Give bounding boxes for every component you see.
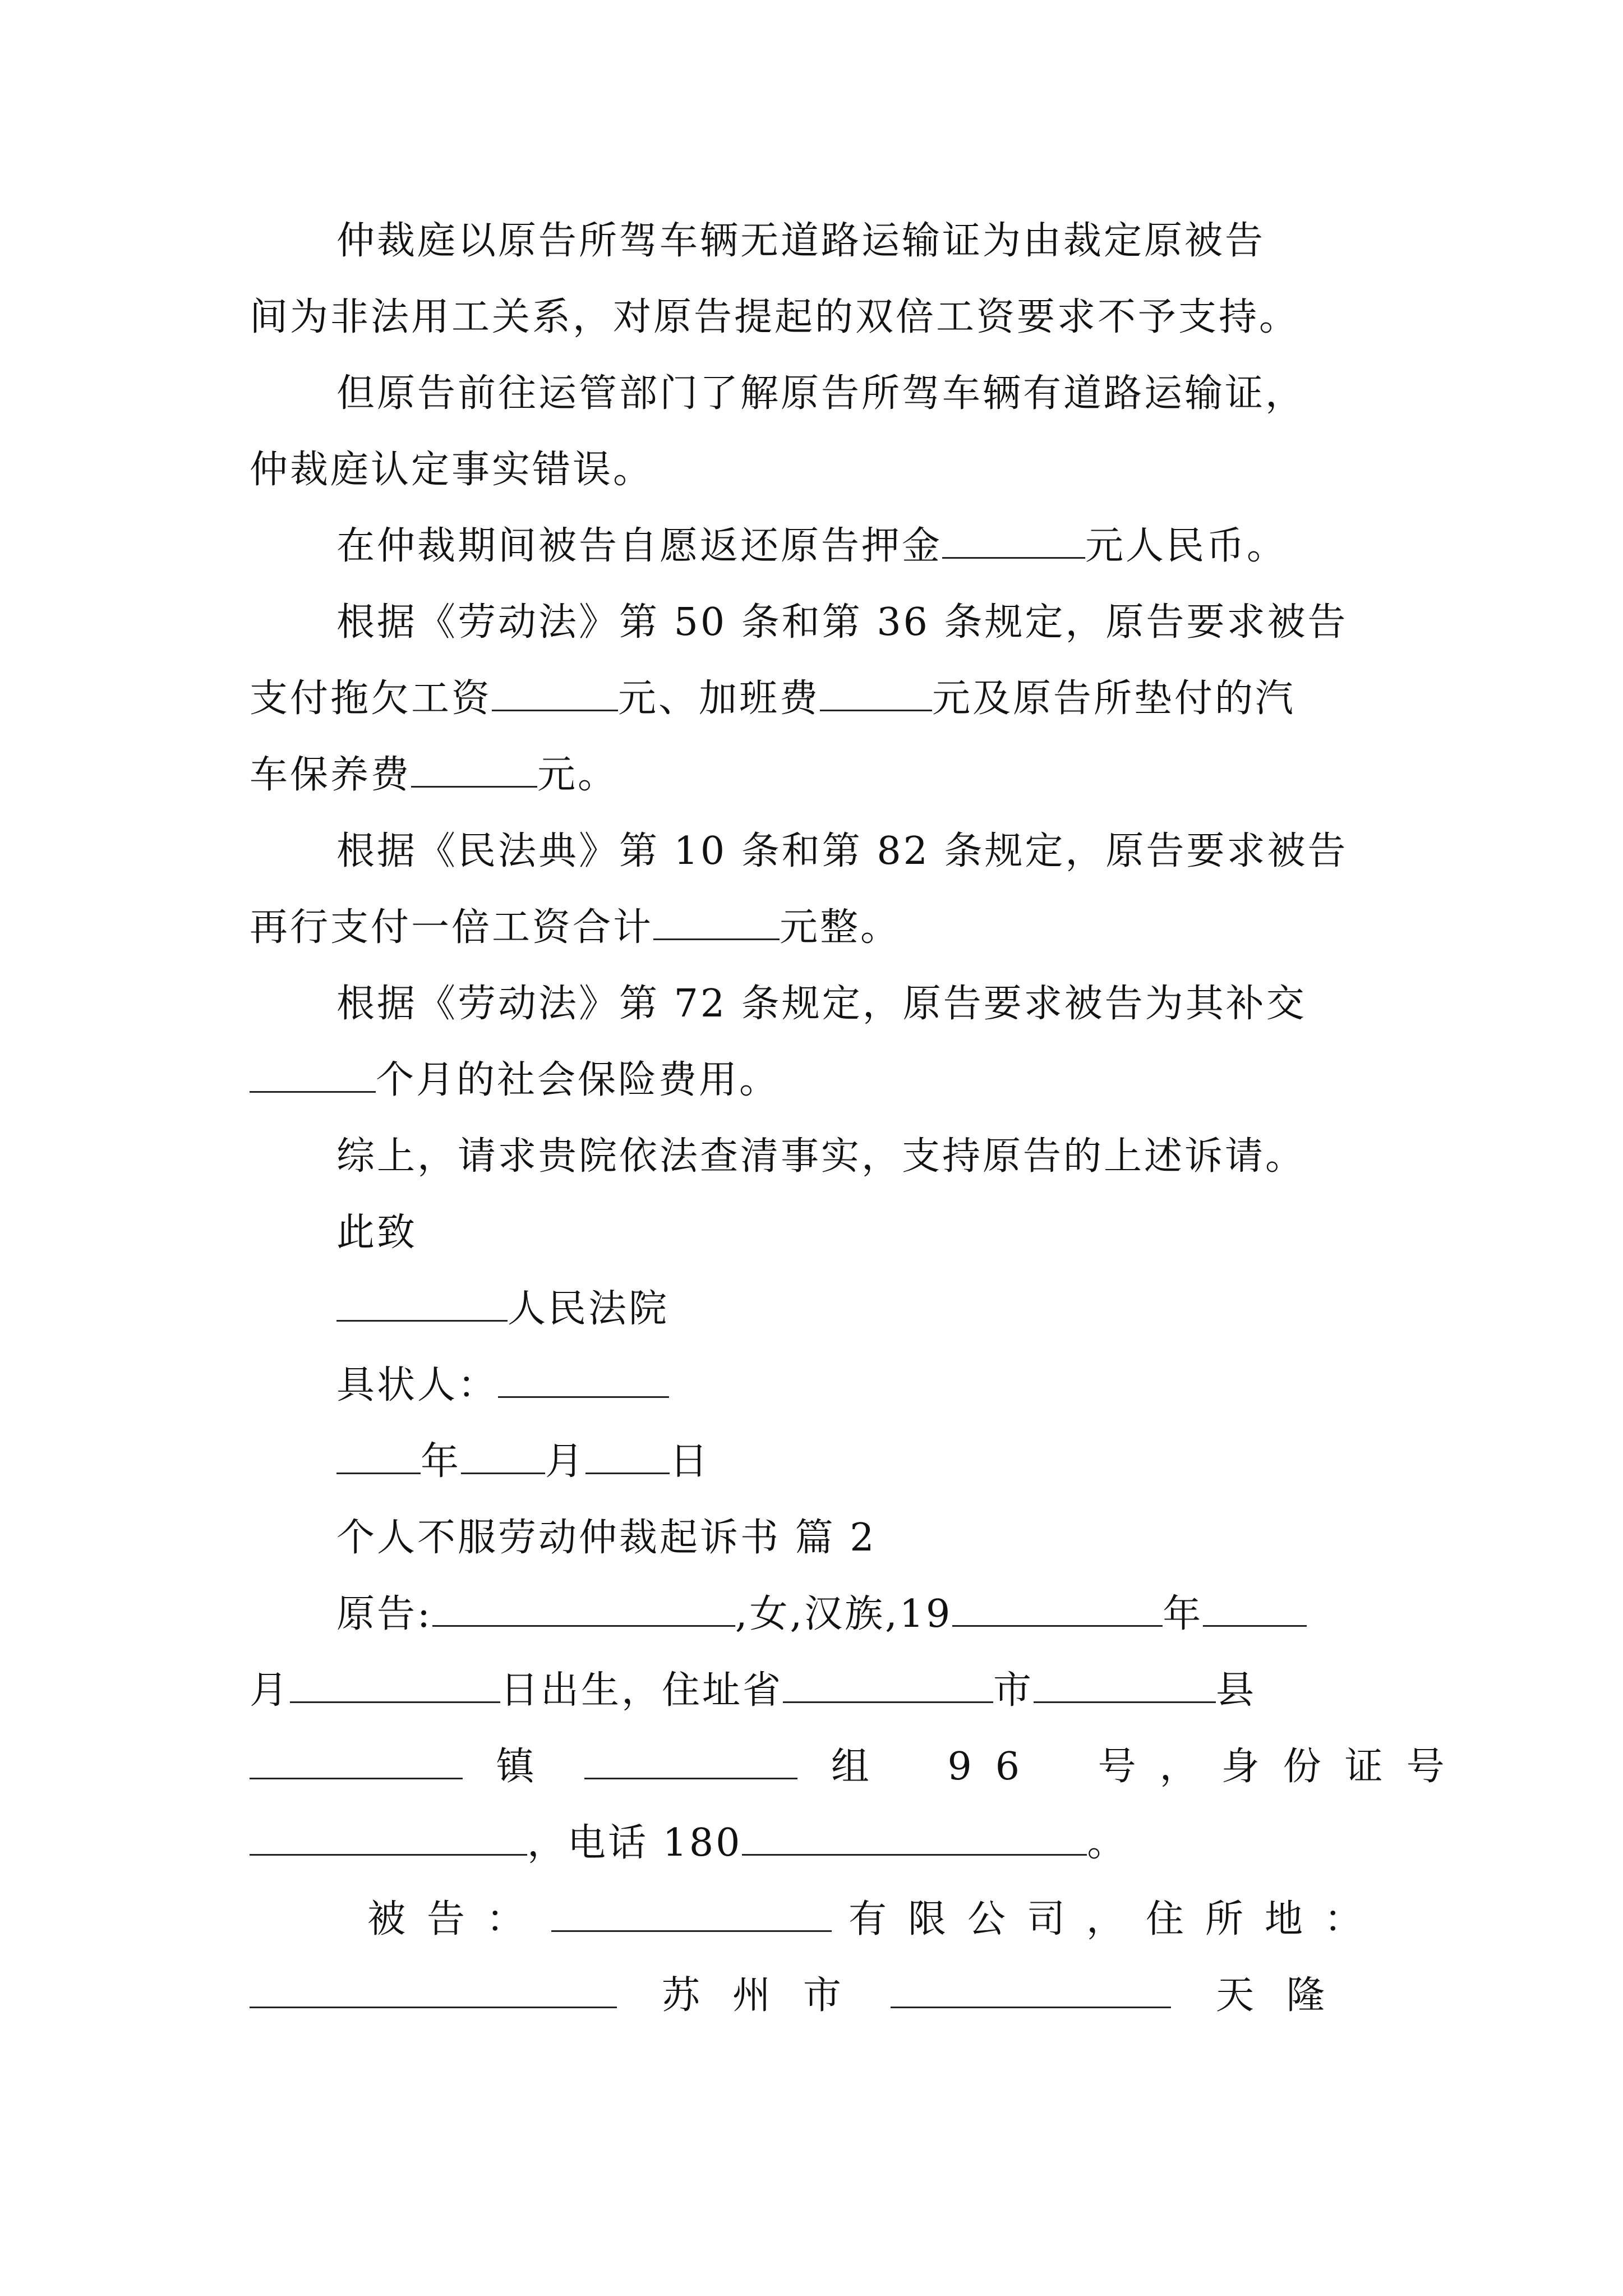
text: 在仲裁期间被告自愿返还原告押金	[336, 524, 943, 568]
section-title	[336, 1512, 1382, 1564]
plaintiff-line	[250, 1818, 1382, 1869]
paragraph-line	[336, 215, 1382, 267]
text: 元人民币。	[1085, 524, 1288, 568]
text: 元。	[537, 753, 619, 797]
text: 综上，请求贵院依法查清事实，支持原告的上述诉请。	[336, 1134, 1306, 1179]
fill-blank[interactable]	[1034, 1669, 1216, 1703]
fill-blank[interactable]	[1203, 1593, 1307, 1627]
plaintiff-line	[250, 1665, 1382, 1717]
fill-blank[interactable]	[891, 1974, 1171, 2008]
text: 车保养费	[250, 753, 412, 797]
paragraph-line	[336, 978, 1382, 1030]
paragraph-line	[336, 1131, 1382, 1182]
text: 支付拖欠工资	[250, 677, 492, 721]
text: 仲裁庭认定事实错误。	[250, 448, 654, 492]
fill-blank[interactable]	[336, 1440, 421, 1474]
text: 天隆	[1216, 1973, 1358, 2018]
fill-blank[interactable]	[584, 1745, 797, 1779]
text: 元、加班费	[618, 677, 820, 721]
text: 日出生，住址省	[500, 1668, 783, 1713]
paragraph-line	[250, 749, 1382, 801]
text: 原告:	[336, 1592, 432, 1636]
paragraph-line	[336, 597, 1382, 648]
fill-blank[interactable]	[952, 1593, 1163, 1627]
text: 镇	[496, 1745, 551, 1789]
text: ，电话 180	[527, 1821, 743, 1865]
paragraph-line	[250, 1055, 1382, 1106]
signer-line	[336, 1360, 1382, 1411]
text: 根据《民法典》第 10 条和第 82 条规定，原告要求被告	[336, 829, 1348, 873]
court-line	[336, 1283, 1382, 1335]
defendant-line	[367, 1894, 1382, 1945]
text: 根据《劳动法》第 50 条和第 36 条规定，原告要求被告	[336, 600, 1348, 645]
fill-blank[interactable]	[411, 753, 537, 788]
text: 有限公司，住所地：	[849, 1897, 1384, 1941]
text: 年	[1163, 1592, 1204, 1636]
salutation	[336, 1207, 1382, 1259]
fill-blank[interactable]	[742, 1821, 1087, 1856]
fill-blank[interactable]	[492, 677, 618, 711]
text: 年	[421, 1439, 462, 1484]
text: 个月的社会保险费用。	[376, 1058, 780, 1102]
fill-blank[interactable]	[820, 677, 932, 711]
text: 具状人：	[336, 1363, 499, 1407]
paragraph-line	[250, 902, 1382, 954]
text: 个人不服劳动仲裁起诉书 篇 2	[336, 1516, 877, 1560]
fill-blank[interactable]	[250, 1745, 463, 1779]
fill-blank[interactable]	[498, 1364, 669, 1398]
paragraph-line	[250, 673, 1382, 725]
text: 元及原告所垫付的汽	[932, 677, 1296, 721]
text: 苏州市	[662, 1973, 874, 2018]
fill-blank[interactable]	[250, 1821, 527, 1856]
paragraph-line	[250, 444, 1382, 496]
text: 再行支付一倍工资合计	[250, 905, 654, 950]
fill-blank[interactable]	[942, 524, 1085, 559]
text: 间为非法用工关系，对原告提起的双倍工资要求不予支持。	[250, 295, 1300, 339]
plaintiff-line	[336, 1589, 1382, 1640]
paragraph-line	[250, 292, 1382, 343]
text: 但原告前往运管部门了解原告所驾车辆有道路运输证，	[336, 371, 1306, 416]
paragraph-line	[336, 368, 1382, 420]
text: 日	[670, 1439, 711, 1484]
text: 市	[993, 1668, 1034, 1713]
fill-blank[interactable]	[432, 1593, 735, 1627]
fill-blank[interactable]	[461, 1440, 545, 1474]
paragraph-line	[336, 521, 1382, 572]
text: 县	[1216, 1668, 1257, 1713]
paragraph-line	[336, 826, 1382, 877]
text: 组 96 号，身份证号	[831, 1745, 1468, 1789]
fill-blank[interactable]	[653, 906, 780, 940]
text: 元整。	[780, 905, 901, 950]
fill-blank[interactable]	[250, 1059, 376, 1093]
text: 月	[545, 1439, 586, 1484]
fill-blank[interactable]	[783, 1669, 993, 1703]
fill-blank[interactable]	[585, 1440, 670, 1474]
fill-blank[interactable]	[551, 1898, 832, 1932]
plaintiff-line	[250, 1741, 1468, 1793]
fill-blank[interactable]	[290, 1669, 500, 1703]
fill-blank[interactable]	[250, 1974, 617, 2008]
text: 仲裁庭以原告所驾车辆无道路运输证为由裁定原被告	[336, 219, 1266, 263]
fill-blank[interactable]	[336, 1287, 508, 1322]
text: 人民法院	[508, 1287, 670, 1331]
text: 被告：	[367, 1897, 546, 1941]
text: 此致	[336, 1211, 418, 1255]
date-line	[336, 1436, 1382, 1488]
text: ,女,汉族,19	[735, 1592, 953, 1636]
text: 根据《劳动法》第 72 条规定，原告要求被告为其补交	[336, 982, 1307, 1026]
defendant-line	[250, 1970, 1382, 2022]
text: 月	[250, 1668, 291, 1713]
text: 。	[1087, 1821, 1128, 1865]
